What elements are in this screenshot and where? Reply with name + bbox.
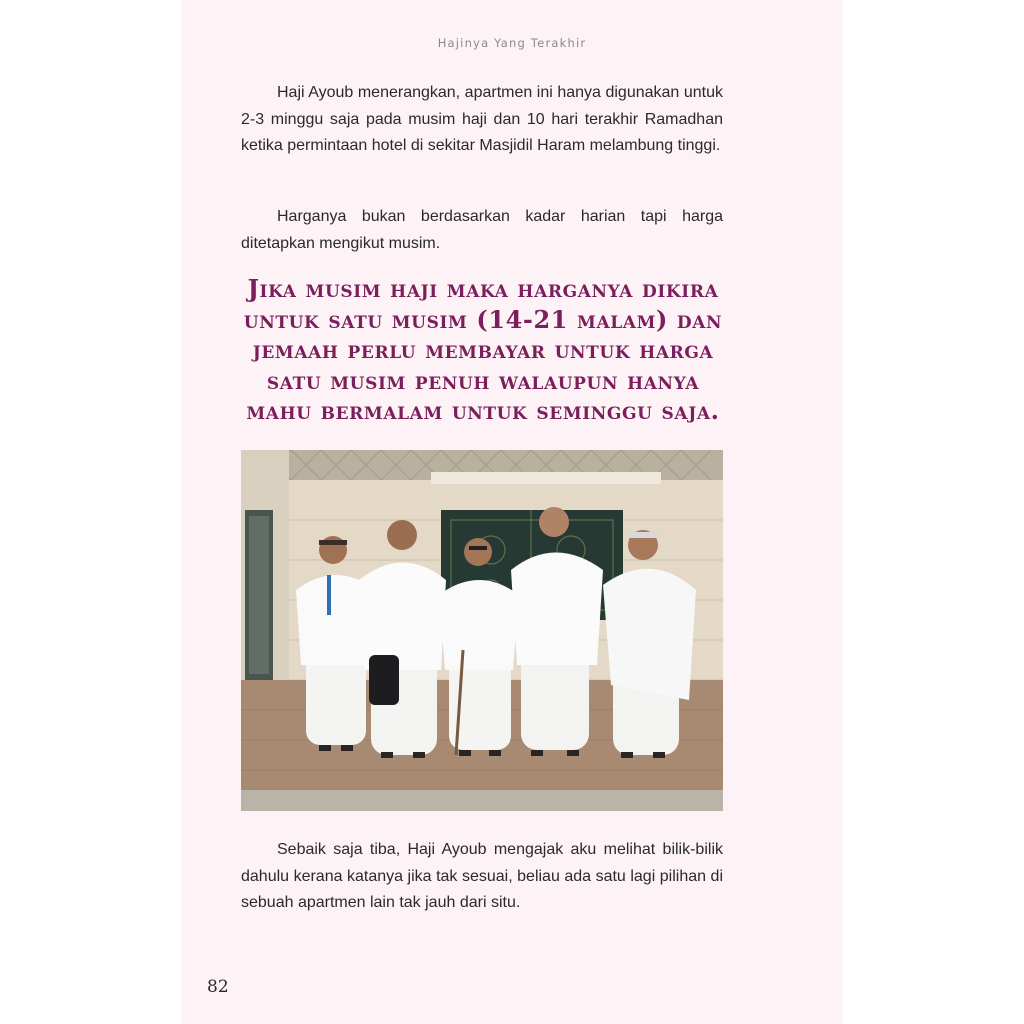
body-paragraph-3: Sebaik saja tiba, Haji Ayoub mengajak aku melihat bilik-bilik dahulu kerana katanya jika tak sesuai, beliau ada satu lagi pilihan di sebuah apartmen lain tak jauh dari situ. bbox=[241, 841, 723, 911]
body-paragraph-1: Haji Ayoub menerangkan, apartmen ini hanya digunakan untuk 2-3 minggu saja pada musim haji dan 10 hari terakhir Ramadhan ketika permintaan hotel di sekitar Masjidil Haram melambung tinggi. bbox=[241, 84, 723, 154]
running-head: Hajinya Yang Terakhir bbox=[437, 36, 587, 50]
pull-quote: Jika musim haji maka harganya dikira untuk satu musim (14-21 malam) dan jemaah perlu membayar untuk harga satu musim penuh walaupun hanya mahu bermalam untuk seminggu saja. bbox=[243, 274, 723, 425]
book-page bbox=[181, 0, 843, 1024]
canopy bbox=[431, 472, 661, 484]
curb bbox=[241, 790, 723, 811]
backpack bbox=[369, 655, 399, 705]
page-number: 82 bbox=[207, 977, 229, 997]
body-paragraph-2: Harganya bukan berdasarkan kadar harian tapi harga ditetapkan mengikut musim. bbox=[241, 208, 723, 252]
photo-pilgrims-in-ihram bbox=[241, 450, 723, 811]
